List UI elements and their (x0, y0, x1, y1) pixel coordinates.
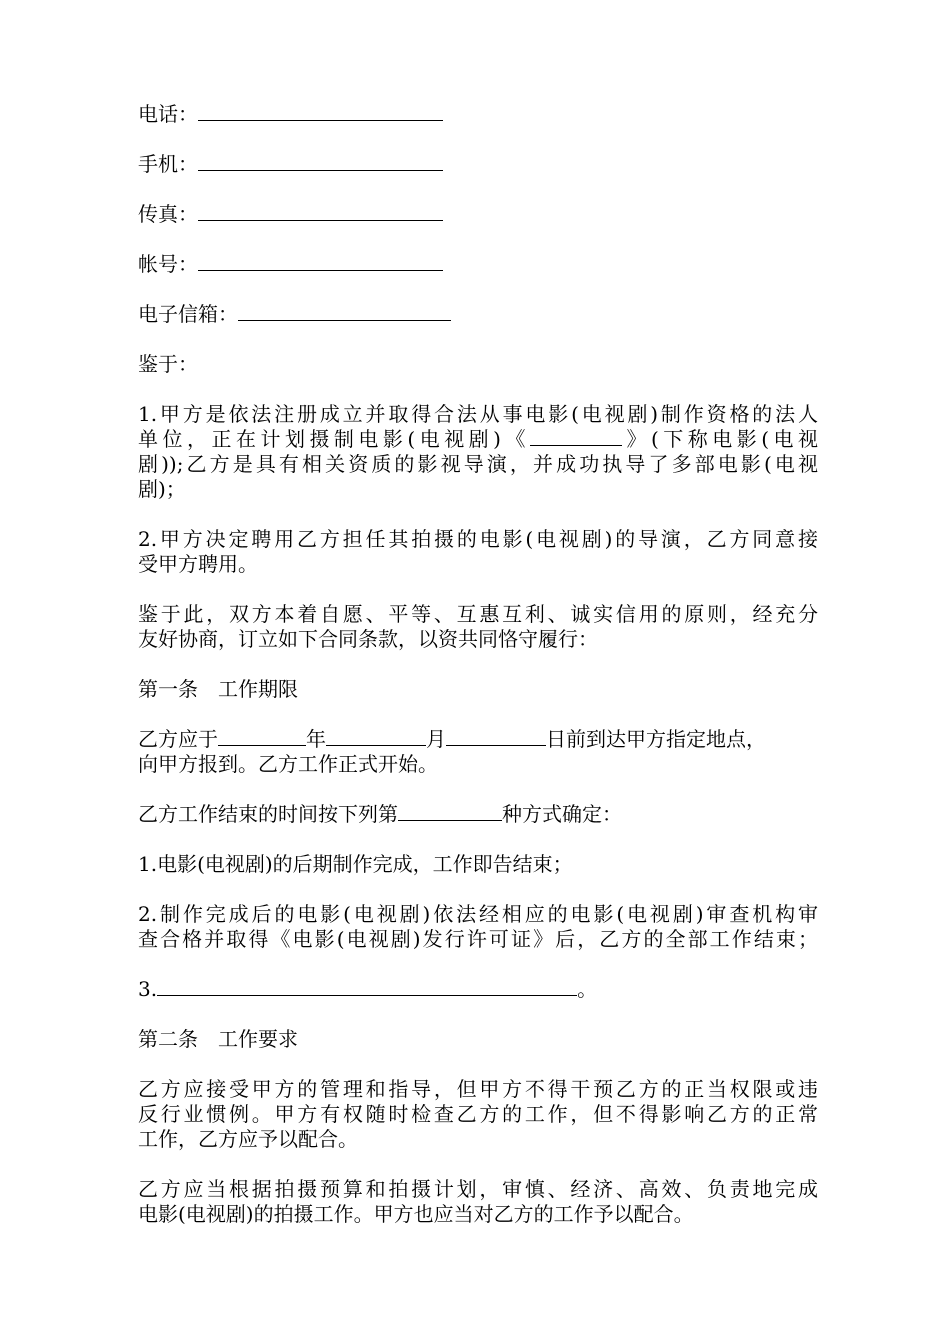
whereas-conclusion-line1: 鉴于此，双方本着自愿、平等、互惠互利、诚实信用的原则，经充分 (138, 602, 818, 626)
report-date-line (138, 727, 818, 751)
end-method-pre: 乙方工作结束的时间按下列第 (138, 802, 398, 826)
report-line2: 向甲方报到。乙方工作正式开始。 (138, 752, 438, 776)
whereas-item1-line2a: 单位，正在计划摄制电影(电视剧)《 (138, 427, 530, 451)
whereas-conclusion-line2: 友好协商，订立如下合同条款，以资共同恪守履行： (138, 627, 598, 651)
article2-para1-line3: 工作，乙方应予以配合。 (138, 1127, 358, 1151)
email-field (138, 302, 818, 326)
fax-label: 传真： (138, 202, 198, 226)
phone-label: 电话： (138, 102, 198, 126)
article2-para2-line1: 乙方应当根据拍摄预算和拍摄计划，审慎、经济、高效、负责地完成 (138, 1177, 818, 1201)
account-label: 帐号： (138, 252, 198, 276)
whereas-item2-line1: 2.甲方决定聘用乙方担任其拍摄的电影(电视剧)的导演，乙方同意接 (138, 527, 818, 551)
phone-blank (198, 102, 443, 121)
whereas-heading: 鉴于： (138, 352, 198, 376)
year-label: 年 (306, 727, 326, 751)
end-method-post: 种方式确定： (502, 802, 622, 826)
account-blank (198, 252, 443, 271)
option3 (138, 977, 818, 1001)
day-blank (446, 727, 546, 746)
article2-para1-line2: 反行业惯例。甲方有权随时检查乙方的工作，但不得影响乙方的正常 (138, 1102, 818, 1126)
mobile-blank (198, 152, 443, 171)
email-label: 电子信箱： (138, 302, 238, 326)
whereas-item1-line1: 1.甲方是依法注册成立并取得合法从事电影(电视剧)制作资格的法人 (138, 402, 818, 426)
option2-line1: 2.制作完成后的电影(电视剧)依法经相应的电影(电视剧)审查机构审 (138, 902, 818, 926)
option3-post: 。 (577, 977, 598, 1001)
option1: 1.电影(电视剧)的后期制作完成，工作即告结束； (138, 852, 573, 876)
article2-heading: 第二条 工作要求 (138, 1027, 298, 1051)
whereas-item1-line2b: 》(下称电影(电 (621, 427, 798, 451)
fax-blank (198, 202, 443, 221)
mobile-field (138, 152, 818, 176)
month-label: 月 (426, 727, 446, 751)
whereas-item1-line2 (138, 427, 818, 451)
account-field (138, 252, 818, 276)
year-blank (218, 727, 306, 746)
article2-para2-line2: 电影(电视剧)的拍摄工作。甲方也应当对乙方的工作予以配合。 (138, 1202, 694, 1226)
option2-line2: 查合格并取得《电影(电视剧)发行许可证》后，乙方的全部工作结束； (138, 927, 818, 951)
mobile-label: 手机： (138, 152, 198, 176)
email-blank (238, 302, 451, 321)
method-number-blank (398, 802, 502, 821)
article2-para1-line1: 乙方应接受甲方的管理和指导，但甲方不得干预乙方的正当权限或违 (138, 1077, 818, 1101)
option3-pre: 3. (138, 977, 158, 1001)
report-post: 日前到达甲方指定地点， (546, 727, 766, 751)
month-blank (326, 727, 426, 746)
fax-field (138, 202, 818, 226)
whereas-item1-line4: 剧)； (138, 477, 186, 501)
whereas-item1-line3: 剧));乙方是具有相关资质的影视导演，并成功执导了多部电影(电视 (138, 452, 818, 476)
option3-blank (157, 977, 577, 996)
phone-field (138, 102, 818, 126)
film-title-blank (530, 427, 622, 446)
whereas-item2-line2: 受甲方聘用。 (138, 552, 258, 576)
article1-heading: 第一条 工作期限 (138, 677, 298, 701)
end-method-line (138, 802, 818, 826)
whereas-item1-line2c: 视 (798, 427, 818, 451)
report-pre: 乙方应于 (138, 727, 218, 751)
